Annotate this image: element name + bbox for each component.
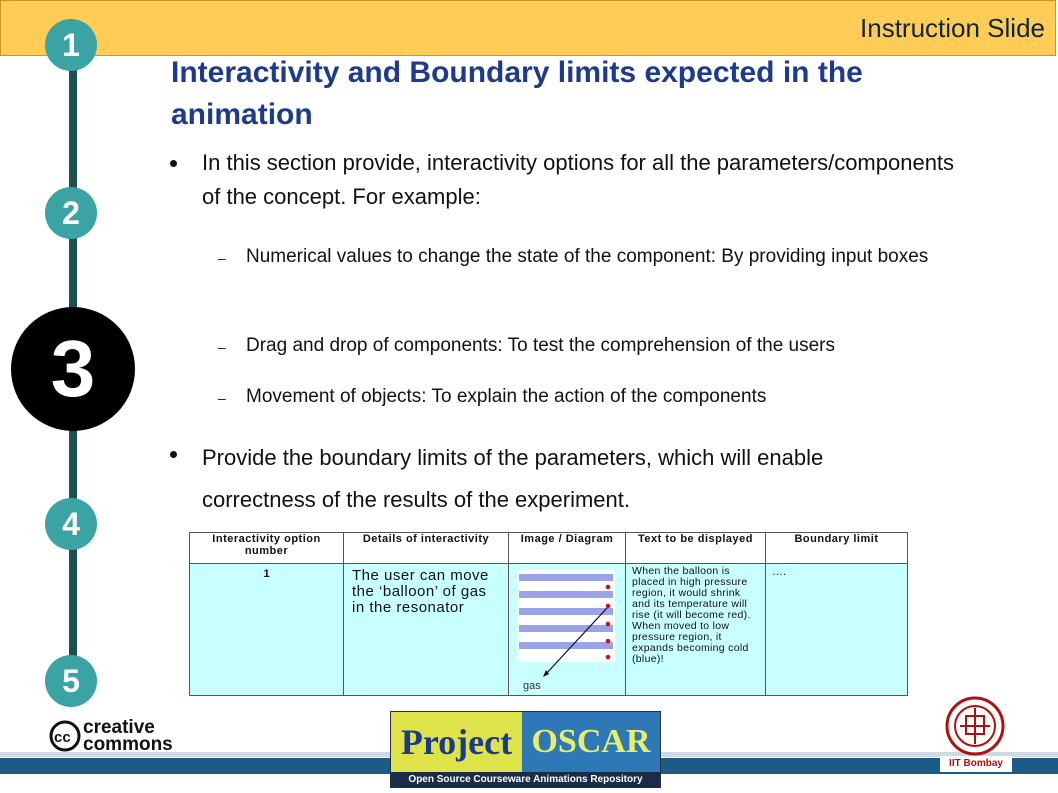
svg-text:creative: creative [83,717,155,738]
gas-particle [606,639,611,644]
creative-commons-logo [48,715,193,755]
step-2[interactable]: 2 [45,187,97,239]
step-4[interactable]: 4 [45,498,97,550]
cell-details: The user can move the ‘balloon’ of gas in the resonator [344,564,509,696]
sub-bullet-3-text: Movement of objects: To explain the action of the components [246,386,767,407]
project-oscar-logo [390,711,661,788]
gas-label: gas [523,680,541,692]
cell-limit: …. [766,564,908,696]
header-bar [0,0,1056,56]
gas-particle [606,622,611,627]
svg-text:commons: commons [83,734,173,755]
gas-particle [606,585,611,590]
oscar-tagline: Open Source Courseware Animations Repository [391,772,660,787]
bullet-dot [170,160,177,167]
svg-text:cc: cc [54,729,71,746]
table-header-row [190,533,908,564]
table-row [190,564,908,696]
bullet-1-text: In this section provide, interactivity options for all the parameters/components of the concept. For example: [202,150,955,209]
sub-bullet-1-text: Numerical values to change the state of the component: By providing input boxes [246,246,929,267]
slide-label: Instruction Slide [860,13,1045,43]
step-1[interactable]: 1 [45,19,97,71]
step-5[interactable]: 5 [45,655,97,707]
page-title: Interactivity and Boundary limits expected in the animation [171,56,863,131]
header-boundary: Boundary limit [766,533,908,564]
cell-diagram [509,564,626,696]
sub-bullet-2-text: Drag and drop of components: To test the comprehension of the users [246,335,835,356]
header-image: Image / Diagram [509,533,626,564]
bullet-dot [170,451,177,458]
gas-particle [606,655,611,660]
oscar-word: OSCAR [522,712,660,772]
header-text: Text to be displayed [626,533,766,564]
step-3-active[interactable]: 3 [11,307,135,431]
header-details: Details of interactivity [344,533,509,564]
interactivity-table [189,532,908,696]
iit-bombay-label: IIT Bombay [940,756,1012,772]
resonator-diagram [509,564,626,696]
project-word: Project [391,712,522,772]
gas-particle [606,604,611,609]
bullet-2-text: Provide the boundary limits of the parameters, which will enable correctness of the results of the experiment. [202,445,824,512]
cell-number: 1 [190,564,344,696]
header-option-number: Interactivity option number [190,533,344,564]
cell-text: When the balloon is placed in high pressure region, it would shrink and its temperature will rise (it will become red). When moved to low pressure region, it expands becoming cold (blue)! [626,564,766,696]
